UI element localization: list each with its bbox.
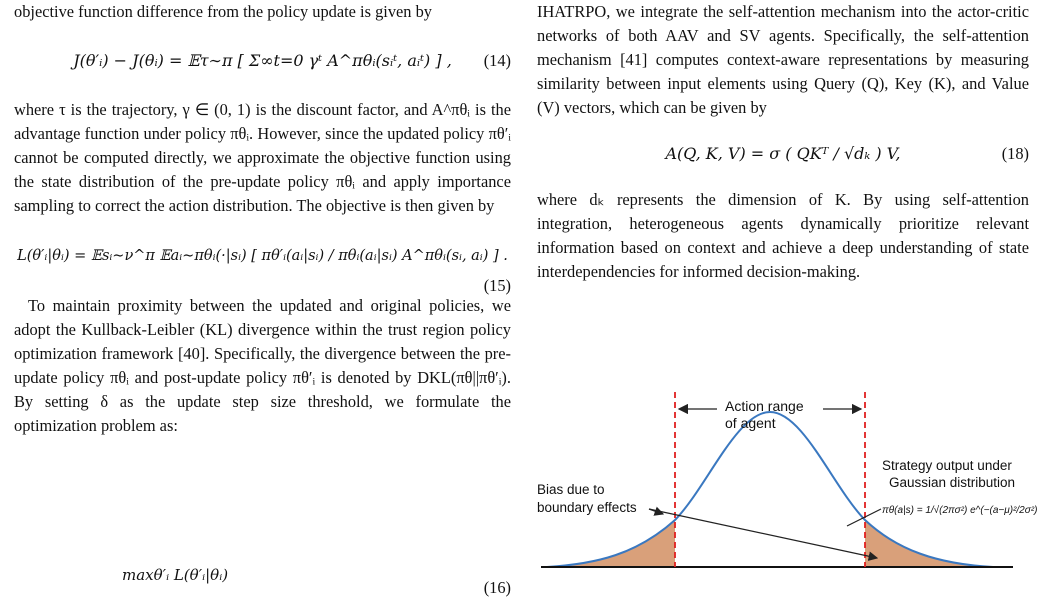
equation-16-holder xyxy=(14,0,511,596)
left-paragraph-3: To maintain proximity between the updated and original policies, we adopt the Kullback-Leibler (KL) divergence within the trust region policy optimization framework [40]. Specifically, the divergence between the pre-update policy πθᵢ and post-update policy πθ′ᵢ is denoted by DKL(πθ||πθ′ᵢ). By setting δ as the update step size threshold, we formulate the optimization problem as: xyxy=(14,296,511,435)
left-paragraph-2: where τ is the trajectory, γ ∈ (0, 1) is the discount factor, and A^πθᵢ is the advantage function under policy πθᵢ. However, since the updated policy πθ′ᵢ cannot be computed directly, we approximate the objective function using the state distribution of the pre-update policy πθᵢ and apply importance sampling to correct the action distribution. The objective is then given by xyxy=(14,100,511,215)
bias-arrow-right xyxy=(649,509,877,558)
left-tail-fill xyxy=(547,520,675,567)
equation-16-number: (16) xyxy=(483,578,511,597)
equation-18 xyxy=(537,120,1029,188)
bias-label-1: Bias due to xyxy=(537,482,605,497)
gaussian-action-range-figure xyxy=(537,392,1041,596)
right-paragraph-1: IHATRPO, we integrate the self-attention mechanism into the actor-critic networks of both AAV and SV agents. Specifically, the self-attention mechanism [41] computes context-aware representations by measuring similarity between input elements using Query (Q), Key (K), and Value (V) vectors, which can be given by xyxy=(537,2,1029,117)
right-paragraph-2: where dₖ represents the dimension of K. By using self-attention integration, heterogeneous agents dynamically prioritize relevant information based on context and achieve a deep understanding of state interdependencies for informed decision-making. xyxy=(537,190,1029,281)
left-paragraph-1: objective function difference from the policy update is given by xyxy=(14,2,432,21)
strategy-label-2: Gaussian distribution xyxy=(889,475,1016,490)
equation-18-expression: A(Q, K, V) = σ ( QKᵀ / √dₖ ) V, xyxy=(665,144,901,163)
equation-15-number: (15) xyxy=(483,276,511,295)
equation-18-number: (18) xyxy=(1001,144,1029,163)
equation-14-expression: J(θ′ᵢ) − J(θᵢ) = 𝔼τ∼π [ Σ∞t=0 γᵗ A^πθᵢ(sᵢᵗ, aᵢᵗ) ] , xyxy=(73,51,452,70)
equation-14-number: (14) xyxy=(483,51,511,70)
strategy-label-1: Strategy output under xyxy=(882,458,1012,473)
strategy-pointer xyxy=(847,509,881,526)
right-tail-fill xyxy=(865,520,987,567)
right-column xyxy=(537,0,1029,284)
equation-16-expression: maxθ′ᵢ L(θ′ᵢ|θᵢ) xyxy=(122,566,229,584)
action-range-label-1: Action range xyxy=(725,398,804,414)
bias-label-2: boundary effects xyxy=(537,500,637,515)
equation-15-expression: L(θ′ᵢ|θᵢ) = 𝔼sᵢ∼ν^π 𝔼aᵢ∼πθᵢ(·|sᵢ) [ πθ′ᵢ(aᵢ|sᵢ) / πθᵢ(aᵢ|sᵢ) A^πθᵢ(sᵢ, aᵢ) ] . xyxy=(17,248,508,264)
action-range-label-2: of agent xyxy=(725,415,776,431)
gaussian-formula: πθ(a|s) = 1/√(2πσ²) e^(−(a−μ)²/2σ²) xyxy=(882,505,1038,516)
